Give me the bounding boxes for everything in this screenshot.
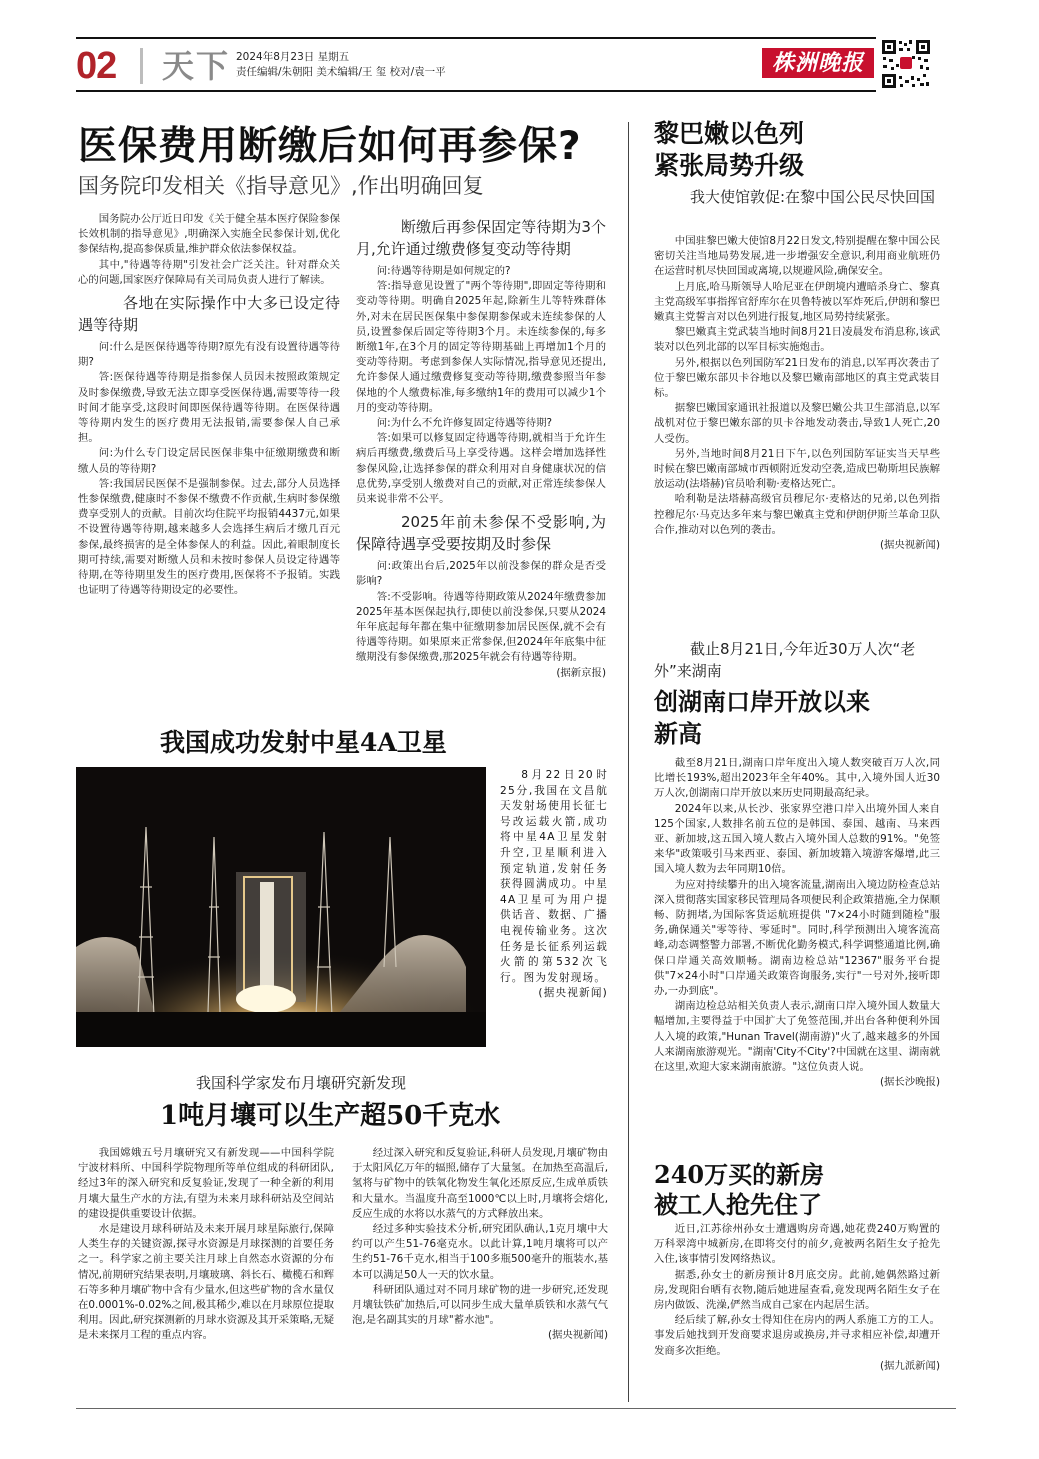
paragraph: 经后续了解,孙女士得知住在房内的两人系施工方的工人。事发后她找到开发商要求退房或换房,并寻求相应补偿,却遭开发商多次拒绝。 <box>654 1314 940 1357</box>
lead-subheadline: 国务院印发相关《指导意见》,作出明确回复 <box>78 174 484 198</box>
paragraph: 国务院办公厅近日印发《关于健全基本医疗保险参保长效机制的指导意见》,明确深入实施全民参保计划,优化参保结构,提高参保质量,维护群众依法参保权益。 <box>78 213 340 256</box>
hunan-kicker: 截止8月21日,今年近30万人次“老外”来湖南 <box>654 640 916 680</box>
house-headline <box>654 1160 824 1220</box>
paragraph: 中国驻黎巴嫩大使馆8月22日发文,特别提醒在黎中国公民密切关注当地局势发展,进一步增强安全意识,利用商业航班仍在运营时机尽快回国或离境,以规避风险,确保安全。 <box>654 235 940 278</box>
moon-column-1 <box>78 1146 334 1344</box>
section-name: 天下 <box>162 47 231 85</box>
article-source: (据新京报) <box>556 666 606 679</box>
newspaper-logo: 株洲晚报 <box>762 48 874 78</box>
paragraph: 水是建设月球科研站及未来开展月球星际旅行,保障人类生存的关键资源,探寻水资源是月球探测的首要任务之一。科学家之前主要关注月球上自然态水资源的分布情况,前期研究结果表明,月壤玻璃、斜长石、橄榄石和辉石等多种月壤矿物中含有少量水,但这些矿物的含水量仅在0.0001%-0.02%之间,极其稀少,难以在月球原位提取利用。因此,研究探测新的月球水资源及其开采策略,无疑是未来探月工程的重点内容。 <box>78 1223 334 1342</box>
paragraph: 另外,当地时间8月21日下午,以色列国防军证实当天早些时候在黎巴嫩南部城市西顿附近发动空袭,造成巴勒斯坦民族解放运动(法塔赫)官员哈利勒·麦格达死亡。 <box>654 447 940 491</box>
article-source: (据央视新闻) <box>547 1329 608 1342</box>
section-heading: 断缴后再参保固定等待期为3个月,允许通过缴费修复变动等待期 <box>356 218 606 258</box>
rocket-launch-photo <box>76 767 486 1047</box>
paragraph: 2024年以来,从长沙、张家界空港口岸入出境外国人来自125个国家,人数排名前五位的是韩国、泰国、越南、马来西亚、新加坡,这五国入境人数占入境外国人总数的91%。"免签来华"政策吸引马来西亚、泰国、新加坡籍入境游客爆增,此三国入境人数为去年同期10倍。 <box>654 802 940 876</box>
date-line: 2024年8月23日 星期五 <box>236 51 350 63</box>
moon-headline: 1吨月壤可以生产超50千克水 <box>160 1101 501 1131</box>
section-heading: 2025年前未参保不受影响,为保障待遇享受要按期及时参保 <box>356 513 606 554</box>
lead-column-1 <box>78 212 340 598</box>
headline-line: 新高 <box>654 719 702 748</box>
header-divider <box>140 48 143 84</box>
paragraph: 为应对持续攀升的出入境客流量,湖南出入境边防检查总站深入贯彻落实国家移民管理局各项便民利企政策措施,全力保顺畅、防拥堵,为国际客货运航班提供 "7×24小时随到随检"服务,确保通关"零等待、零延时"。同时,科学预测出入境客流高峰,动态调整警力部署,不断优化勤务模式,科学调整通道比例,确保口岸通关高效顺畅。湖南边检总站"12367"服务平台提供"7×24小时"口岸通关政策咨询服务,实行"一号对外,接听即办,一办到底"。 <box>654 878 940 998</box>
headline-line: 紧张局势升级 <box>654 151 805 180</box>
paragraph: 哈利勒是法塔赫高级官员穆尼尔·麦格达的兄弟,以色列指控穆尼尔·马克达多年来与黎巴嫩真主党和伊朗伊斯兰革命卫队合作,推动对以色列的袭击。 <box>654 493 940 536</box>
hunan-body <box>654 756 940 1090</box>
headline-line: 创湖南口岸开放以来 <box>654 687 870 716</box>
lebanon-body <box>654 234 940 553</box>
paragraph: 问:为什么不允许修复固定待遇等待期? <box>376 417 553 430</box>
paragraph: 答:我国居民医保不是强制参保。过去,部分人员选择性参保缴费,健康时不参保不缴费不作贡献,生病时参保缴费享受别人的贡献。目前次均住院平均报销4437元,如果不设置待遇等待期,越来越多人会选择生病后才缴几百元参保,最终损害的是全体参保人的利益。因此,着眼制度长期可持续,需要对断缴人员和未按时参保人员设定待遇等待期,在等待期里发生的医疗费用,医保将不予报销。实践也证明了待遇等待期设定的必要性。 <box>78 477 340 597</box>
paragraph: 科研团队通过对不同月球矿物的进一步研究,还发现月壤钛铁矿加热后,可以同步生成大量单质铁和水蒸气气泡,是名副其实的月球"蓄水池"。 <box>352 1283 608 1327</box>
paragraph: 截至8月21日,湖南口岸年度出入境人数突破百万人次,同比增长193%,超出2023年全年40%。其中,入境外国人近30万人次,创湖南口岸开放以来历史同期最高纪录。 <box>654 757 940 800</box>
article-source: (据长沙晚报) <box>879 1076 940 1089</box>
paragraph: 问:待遇等待期是如何规定的? <box>376 265 511 277</box>
paragraph: 问:政策出台后,2025年以前没参保的群众是否受影响? <box>356 560 606 588</box>
satellite-caption <box>500 768 608 1002</box>
edition-meta <box>236 50 446 80</box>
article-source: (据央视新闻) <box>879 539 940 552</box>
hunan-headline <box>654 686 870 750</box>
paragraph: 问:什么是医保待遇等待期?原先有没有设置待遇等待期? <box>78 341 340 369</box>
lead-column-2 <box>356 212 606 681</box>
headline-line: 黎巴嫩以色列 <box>654 119 805 148</box>
paragraph: 答:指导意见设置了"两个等待期",即固定等待期和变动等待期。明确自2025年起,除新生儿等特殊群体外,对未在居民医保集中参保期参保或未连续参保的人员,设置参保后固定等待期3个月。未连续参保的,每多断缴1年,在3个月的固定等待期基础上再增加1个月的变动等待期。考虑到参保人实际情况,指导意见还提出,允许参保人通过缴费修复变动等待期,缴费参照当年参保地的个人缴费标准,每多缴纳1年的费用可以减少1个月的变动等待期。 <box>356 280 606 414</box>
house-body <box>654 1222 940 1374</box>
moon-column-2 <box>352 1146 608 1344</box>
top-rule <box>76 37 876 39</box>
paragraph: 经过深入研究和反复验证,科研人员发现,月壤矿物由于太阳风亿万年的辐照,储存了大量氢。在加热至高温后,氢将与矿物中的铁氧化物发生氧化还原反应,生成单质铁和大量水。当温度升高至1000℃以上时,月壤将会熔化,反应生成的水将以水蒸气的方式释放出来。 <box>352 1147 608 1220</box>
column-divider <box>628 122 629 1402</box>
footer-rule <box>76 1408 956 1409</box>
article-source: (据九派新闻) <box>879 1359 940 1372</box>
paragraph: 近日,江苏徐州孙女士遭遇购房奇遇,她花费240万购置的万科翠湾中城新房,在即将交付的前夕,竟被两名陌生女子抢先入住,该事情引发网络热议。 <box>654 1223 940 1266</box>
paragraph: 其中,"待遇等待期"引发社会广泛关注。针对群众关心的问题,国家医疗保障局有关司局负责人进行了解读。 <box>78 258 340 286</box>
paragraph: 上月底,哈马斯领导人哈尼亚在伊朗境内遭暗杀身亡、黎真主党高级军事指挥官舒库尔在贝鲁特被以军炸死后,伊朗和黎巴嫩真主党誓言对以色列进行报复,地区局势持续紧张。 <box>654 280 940 324</box>
article-source: (据央视新闻) <box>538 987 608 1000</box>
paragraph: 我国嫦娥五号月壤研究又有新发现——中国科学院宁波材料所、中国科学院物理所等单位组成的科研团队,经过3年的深入研究和反复验证,发现了一种全新的利用月壤大量生产水的方法,有望为未来月球科研站及空间站的建设提供重要设计依据。 <box>78 1147 334 1220</box>
page-number: 02 <box>76 45 117 87</box>
caption-text: 8月22日20时25分,我国在文昌航天发射场使用长征七号改运载火箭,成功将中星4A卫星发射升空,卫星顺利进入预定轨道,发射任务获得圆满成功。中星4A卫星可为用户提供话音、数据、广播电视传输业务。这次任务是长征系列运载火箭的第532次飞行。图为发射现场。 <box>500 769 608 984</box>
satellite-headline: 我国成功发射中星4A卫星 <box>160 728 447 757</box>
moon-kicker: 我国科学家发布月壤研究新发现 <box>196 1074 407 1092</box>
editors-line: 责任编辑/朱朝阳 美术编辑/王 玺 校对/袁一平 <box>236 66 446 78</box>
qr-code-icon[interactable] <box>880 38 932 90</box>
paragraph: 据悉,孙女士的新房预计8月底交房。此前,她偶然路过新房,发现阳台晒有衣物,随后她进屋查看,竟发现两名陌生女子在房内做饭、洗澡,俨然当成自己家在内起居生活。 <box>654 1268 940 1312</box>
paragraph: 答:医保待遇等待期是指参保人员因未按照政策规定及时参保缴费,导致无法立即享受医保待遇,需要等待一段时间才能享受,这段时间即医保待遇等待期。在医保待遇等待期内发生的医疗费用无法报销,需要参保人自己承担。 <box>78 371 340 445</box>
paragraph: 湖南边检总站相关负责人表示,湖南口岸入境外国人数量大幅增加,主要得益于中国扩大了免签范围,并出台各种便利外国人入境的政策,"Hunan Travel(湖南游)"火了,越来越多的外国人来湖南旅游观光。"湖南'City不City'?中国就在这里、湖南就在这里,欢迎大家来湖南旅游。"这位负责人说。 <box>654 1000 940 1074</box>
header-bottom-rule <box>76 90 876 92</box>
paragraph: 另外,根据以色列国防军21日发布的消息,以军再次袭击了位于黎巴嫩东部贝卡谷地以及黎巴嫩南部地区的真主党武装目标。 <box>654 356 940 400</box>
lebanon-headline <box>654 118 804 182</box>
paragraph: 问:为什么专门设定居民医保非集中征缴期缴费和断缴人员的等待期? <box>78 447 340 475</box>
lead-headline: 医保费用断缴后如何再参保? <box>78 124 582 169</box>
paragraph: 黎巴嫩真主党武装当地时间8月21日凌晨发布消息称,该武装对以色列北部的以军目标实施炮击。 <box>654 326 940 354</box>
paragraph: 答:不受影响。待遇等待期政策从2024年缴费参加2025年基本医保起执行,即使以前没参保,只要从2024年年底起每年都在集中征缴期参加居民医保,就不会有待遇等待期。如果原来正常参保,但2024年年底集中征缴期没有参保缴费,那2025年就会有待遇等待期。 <box>356 590 606 664</box>
paragraph: 据黎巴嫩国家通讯社报道以及黎巴嫩公共卫生部消息,以军战机对位于黎巴嫩东部的贝卡谷地发动袭击,导致1人死亡,20人受伤。 <box>654 402 940 445</box>
lebanon-subheadline: 我大使馆敦促:在黎中国公民尽快回国 <box>690 188 936 206</box>
headline-line: 被工人抢先住了 <box>654 1190 822 1219</box>
paragraph: 经过多种实验技术分析,研究团队确认,1克月壤中大约可以产生51-76毫克水。以此计算,1吨月壤将可以产生约51-76千克水,相当于100多瓶500毫升的瓶装水,基本可以满足50人一天的饮水量。 <box>352 1223 608 1281</box>
headline-line: 240万买的新房 <box>654 1160 825 1189</box>
section-heading: 各地在实际操作中大多已设定待遇等待期 <box>78 294 340 335</box>
paragraph: 答:如果可以修复固定待遇等待期,就相当于允许生病后再缴费,缴费后马上享受待遇。这样会增加选择性参保风险,让选择参保的群众利用对自身健康状况的信息优势,享受别人缴费对自己的贡献,对正常连续参保人员来说非常不公平。 <box>356 432 606 506</box>
